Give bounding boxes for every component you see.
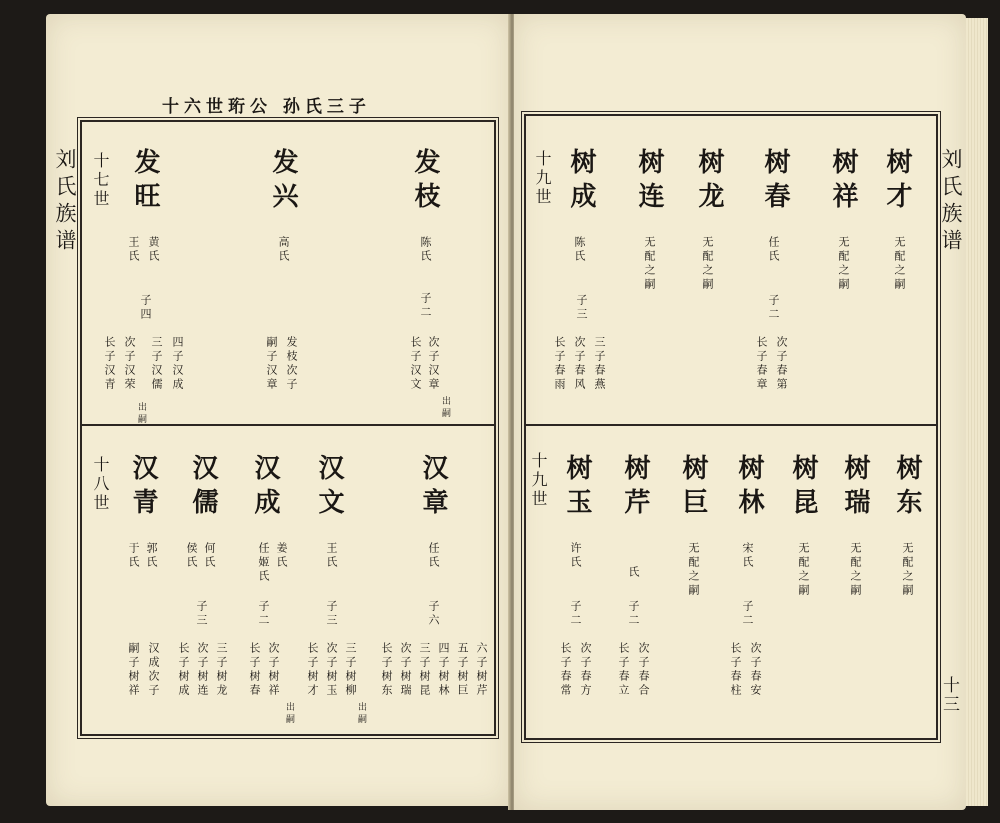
entry-spouse: 高氏	[277, 236, 290, 264]
entry-son-detail: 三子春燕	[593, 336, 606, 392]
entry-name: 树祥	[828, 148, 858, 216]
entry-spouse: 黄氏	[147, 236, 160, 264]
entry-spouse: 姜氏	[275, 542, 288, 570]
entry-son-detail: 次子树祥	[267, 642, 280, 698]
entry-info: 无配之嗣	[893, 236, 906, 292]
entry-spouse: 郭氏	[145, 542, 158, 570]
entry-sons: 子二	[741, 600, 754, 628]
entry-son-detail: 长子春立	[617, 642, 630, 698]
entry-name: 汉儒	[188, 454, 218, 522]
entry-info: 无配之嗣	[643, 236, 656, 292]
entry-son-detail: 长子春雨	[553, 336, 566, 392]
entry-spouse: 任氏	[427, 542, 440, 570]
entry-son-detail: 次子树玉	[325, 642, 338, 698]
entry-sons: 子二	[419, 292, 432, 320]
entry-note: 出嗣	[356, 702, 366, 726]
entry-son-detail: 次子春第	[775, 336, 788, 392]
right-divider	[524, 424, 938, 426]
entry-info: 无配之嗣	[849, 542, 862, 598]
entry-son-detail: 长子春柱	[729, 642, 742, 698]
entry-son-detail: 次子树瑞	[399, 642, 412, 698]
entry-sons: 子二	[257, 600, 270, 628]
entry-son-detail: 长子汉青	[103, 336, 116, 392]
entry-son-detail: 五子树巨	[456, 642, 469, 698]
entry-name: 发兴	[268, 148, 298, 216]
entry-name: 树巨	[678, 454, 708, 522]
entry-spouse: 陈氏	[419, 236, 432, 264]
entry-son-detail: 次子春合	[637, 642, 650, 698]
entry-spouse: 陈氏	[573, 236, 586, 264]
entry-son-detail: 长子春章	[755, 336, 768, 392]
page-number: 十三	[939, 676, 959, 714]
entry-sons: 子六	[427, 600, 440, 628]
book-title-right: 刘氏族谱	[939, 148, 963, 256]
entry-note: 出嗣	[440, 396, 450, 420]
generation-19: 十九世	[533, 150, 552, 207]
entry-name: 汉章	[418, 454, 448, 522]
entry-son-detail: 长子树成	[177, 642, 190, 698]
generation-17: 十七世	[91, 152, 110, 209]
entry-name: 树连	[634, 148, 664, 216]
entry-name: 汉文	[314, 454, 344, 522]
entry-spouse: 于氏	[127, 542, 140, 570]
page-edges	[966, 18, 988, 806]
entry-son-detail: 长子春常	[559, 642, 572, 698]
entry-info: 无配之嗣	[687, 542, 700, 598]
entry-info: 无配之嗣	[901, 542, 914, 598]
entry-spouse: 许氏	[569, 542, 582, 570]
entry-spouse: 宋氏	[741, 542, 754, 570]
generation-19-bottom: 十九世	[529, 452, 548, 509]
entry-sons: 子三	[325, 600, 338, 628]
entry-sons: 子二	[627, 600, 640, 628]
entry-son-detail: 次子春方	[579, 642, 592, 698]
entry-spouse: 任姬氏	[257, 542, 270, 584]
entry-name: 发枝	[410, 148, 440, 216]
entry-sons: 子二	[767, 294, 780, 322]
entry-spouse: 何氏	[203, 542, 216, 570]
entry-son-detail: 长子树才	[306, 642, 319, 698]
entry-name: 汉青	[128, 454, 158, 522]
entry-name: 树玉	[562, 454, 592, 522]
entry-son-detail: 次子春风	[573, 336, 586, 392]
entry-son-detail: 汉成次子	[147, 642, 160, 698]
entry-sons: 子三	[195, 600, 208, 628]
book-title-left: 刘氏族谱	[53, 148, 77, 256]
entry-son-detail: 三子树昆	[418, 642, 431, 698]
entry-spouse: 王氏	[127, 236, 140, 264]
entry-son-detail: 三子树柳	[344, 642, 357, 698]
entry-info: 无配之嗣	[701, 236, 714, 292]
entry-name: 树龙	[694, 148, 724, 216]
generation-18: 十八世	[91, 456, 110, 513]
entry-info: 无配之嗣	[837, 236, 850, 292]
entry-son-detail: 四子树林	[437, 642, 450, 698]
entry-name: 树东	[892, 454, 922, 522]
entry-son-detail: 六子树芹	[475, 642, 488, 698]
entry-name: 树芹	[620, 454, 650, 522]
entry-spouse: 侯氏	[185, 542, 198, 570]
entry-name: 发旺	[130, 148, 160, 216]
entry-note: 出嗣	[284, 702, 294, 726]
entry-spouse: 王氏	[325, 542, 338, 570]
entry-sons: 子四	[139, 294, 152, 322]
entry-name: 树春	[760, 148, 790, 216]
entry-note: 出嗣	[136, 402, 146, 426]
entry-son-detail: 四子汉成	[171, 336, 184, 392]
entry-info: 无配之嗣	[797, 542, 810, 598]
entry-son-detail: 发枝次子	[285, 336, 298, 392]
entry-name: 树瑞	[840, 454, 870, 522]
entry-name: 树昆	[788, 454, 818, 522]
entry-son-detail: 嗣子汉章	[265, 336, 278, 392]
entry-sons: 子二	[569, 600, 582, 628]
entry-son-detail: 三子树龙	[215, 642, 228, 698]
entry-name: 汉成	[250, 454, 280, 522]
entry-son-detail: 三子汉儒	[150, 336, 163, 392]
entry-name: 树成	[566, 148, 596, 216]
page-header: 十六世珩公 孙氏三子	[162, 97, 371, 117]
entry-son-detail: 次子树连	[196, 642, 209, 698]
entry-son-detail: 长子树春	[248, 642, 261, 698]
entry-son-detail: 长子汉文	[409, 336, 422, 392]
entry-son-detail: 嗣子树祥	[127, 642, 140, 698]
entry-spouse: 任氏	[767, 236, 780, 264]
entry-name: 树林	[734, 454, 764, 522]
entry-sons: 子三	[575, 294, 588, 322]
entry-son-detail: 长子树东	[380, 642, 393, 698]
entry-spouse: 氏	[627, 566, 640, 580]
entry-son-detail: 次子春安	[749, 642, 762, 698]
entry-son-detail: 次子汉章	[427, 336, 440, 392]
entry-son-detail: 次子汉荣	[123, 336, 136, 392]
entry-name: 树才	[882, 148, 912, 216]
